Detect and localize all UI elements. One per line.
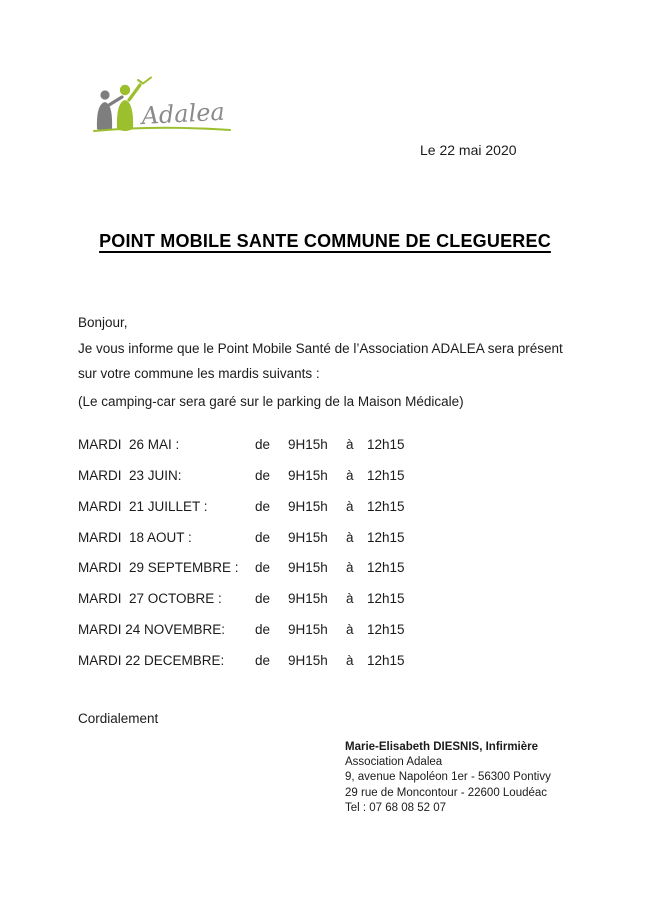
schedule-row <box>78 492 498 523</box>
schedule-to-word: à <box>346 652 354 668</box>
schedule-from-word: de <box>255 560 271 576</box>
bird-icon <box>138 78 151 84</box>
gray-person-arm <box>109 97 122 105</box>
parking-note: (Le camping-car sera garé sur le parking de la Maison Médicale) <box>78 393 464 409</box>
schedule-from-word: de <box>255 652 271 668</box>
schedule-start-time: 9H15h <box>288 622 328 638</box>
schedule-row <box>78 523 498 554</box>
intro-paragraph <box>78 336 598 386</box>
schedule-row <box>78 584 498 615</box>
signature-name: Marie-Elisabeth DIESNIS, Infirmière <box>345 741 539 753</box>
schedule-from-word: de <box>255 529 271 545</box>
schedule-to-word: à <box>346 622 354 638</box>
schedule-date-label: MARDI 18 AOUT : <box>78 529 192 545</box>
schedule-to-word: à <box>346 591 354 607</box>
schedule-to-word: à <box>346 437 354 452</box>
schedule-to-word: à <box>346 467 354 483</box>
signature-org: Association Adalea <box>345 756 443 769</box>
green-person-arm <box>129 85 140 100</box>
gray-person-head <box>100 90 109 99</box>
schedule-date-label: MARDI 23 JUIN: <box>78 467 182 483</box>
adalea-logo <box>92 72 232 142</box>
schedule-date-label: MARDI 21 JUILLET : <box>78 498 208 514</box>
letter-date: Le 22 mai 2020 <box>420 142 517 158</box>
schedule-end-time: 12h15 <box>367 498 405 514</box>
green-person-body <box>117 100 133 131</box>
schedule-end-time: 12h15 <box>367 652 405 668</box>
logo-wordmark: Adalea <box>140 97 226 130</box>
schedule-end-time: 12h15 <box>367 591 405 607</box>
adalea-logo-graphic <box>92 72 232 142</box>
schedule-row <box>78 553 498 584</box>
schedule-to-word: à <box>346 498 354 514</box>
schedule-end-time: 12h15 <box>367 437 405 452</box>
signature-address-1: 9, avenue Napoléon 1er - 56300 Pontivy <box>345 771 551 784</box>
schedule-start-time: 9H15h <box>288 498 328 514</box>
schedule-start-time: 9H15h <box>288 560 328 576</box>
schedule-row <box>78 461 498 492</box>
schedule-from-word: de <box>255 467 271 483</box>
schedule-to-word: à <box>346 560 354 576</box>
schedule-from-word: de <box>255 622 271 638</box>
title-row <box>0 231 650 252</box>
schedule-end-time: 12h15 <box>367 622 405 638</box>
schedule-row <box>78 430 498 461</box>
intro-line-1: Je vous informe que le Point Mobile Santé de l’Association ADALEA sera présent <box>78 340 563 356</box>
signature-address-2: 29 rue de Moncontour - 22600 Loudéac <box>345 786 548 799</box>
closing-text: Cordialement <box>78 710 159 726</box>
schedule-row <box>78 646 498 677</box>
schedule-end-time: 12h15 <box>367 529 405 545</box>
schedule-date-label: MARDI 27 OCTOBRE : <box>78 591 222 607</box>
schedule-start-time: 9H15h <box>288 467 328 483</box>
schedule-start-time: 9H15h <box>288 529 328 545</box>
page-title: POINT MOBILE SANTE COMMUNE DE CLEGUEREC <box>99 231 551 251</box>
schedule-row <box>78 615 498 646</box>
signature-block <box>345 740 551 816</box>
schedule-start-time: 9H15h <box>288 591 328 607</box>
greeting-text: Bonjour, <box>78 314 128 330</box>
schedule-date-label: MARDI 29 SEPTEMBRE : <box>78 560 239 576</box>
schedule-date-label: MARDI 24 NOVEMBRE: <box>78 622 226 638</box>
schedule-list <box>78 430 498 677</box>
schedule-to-word: à <box>346 529 354 545</box>
schedule-end-time: 12h15 <box>367 560 405 576</box>
schedule-from-word: de <box>255 437 271 452</box>
intro-line-2: sur votre commune les mardis suivants : <box>78 365 320 381</box>
signature-phone: Tel : 07 68 08 52 07 <box>345 801 447 814</box>
schedule-date-label: MARDI 22 DECEMBRE: <box>78 652 225 668</box>
schedule-from-word: de <box>255 591 271 607</box>
schedule-end-time: 12h15 <box>367 467 405 483</box>
green-person-head <box>120 85 130 95</box>
schedule-start-time: 9H15h <box>288 652 328 668</box>
schedule-date-label: MARDI 26 MAI : <box>78 437 180 452</box>
schedule-from-word: de <box>255 498 271 514</box>
schedule-start-time: 9H15h <box>288 437 328 452</box>
